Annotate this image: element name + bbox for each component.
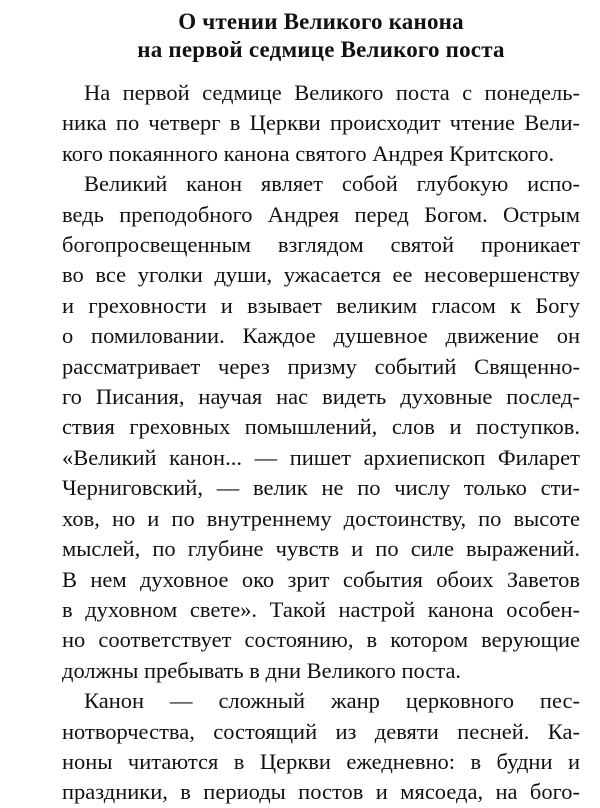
text-line: праздники, в периоды постов и мясоеда, на бого- — [62, 779, 580, 805]
text-line: ведь преподобного Андрея перед Богом. Острым — [62, 201, 580, 227]
paragraph-3 — [62, 686, 580, 808]
text-line: го Писания, научая нас видеть духовные послед- — [62, 384, 580, 410]
chapter-title-line-2: на первой седмице Великого поста — [137, 37, 505, 62]
text-line: рассматривает через призму событий Священно- — [62, 353, 580, 379]
chapter-title — [62, 8, 580, 64]
book-page — [62, 8, 580, 808]
text-line: ника по четверг в Церкви происходит чтение Вели- — [62, 110, 580, 136]
text-line: Черниговский, — велик не по числу только сти- — [62, 475, 580, 501]
text-line: но соответствует состоянию, в котором верующие — [62, 627, 580, 653]
text-line: богопросвещенным взглядом святой проникает — [62, 232, 580, 258]
paragraph-1 — [62, 78, 580, 169]
paragraph-2 — [62, 169, 580, 686]
text-line: хов, но и по внутреннему достоинству, по высоте — [62, 505, 580, 531]
text-line: в духовном свете». Такой настрой канона особен- — [62, 596, 580, 622]
text-line: Канон — сложный жанр церковного пес- — [84, 688, 580, 714]
text-line: должны пребывать в дни Великого поста. — [62, 657, 462, 683]
chapter-title-line-1: О чтении Великого канона — [178, 9, 464, 34]
text-line: и греховности и взывает великим гласом к Богу — [62, 292, 580, 318]
text-line: Великий канон являет собой глубокую испо- — [84, 171, 580, 197]
text-line: мыслей, по глубине чувств и по силе выражений. — [62, 536, 580, 562]
text-line: кого покаянного канона святого Андрея Критского. — [62, 140, 555, 166]
text-line: во все уголки души, ужасается ее несовершенству — [62, 262, 580, 288]
text-line: о помиловании. Каждое душевное движение он — [62, 323, 580, 349]
text-line: ствия греховных помышлений, слов и поступков. — [62, 414, 580, 440]
text-line: В нем духовное око зрит события обоих Заветов — [62, 566, 580, 592]
text-line: На первой седмице Великого поста с понедель- — [84, 80, 580, 105]
text-line: «Великий канон... — пишет архиепископ Филарет — [62, 444, 580, 470]
text-line: ноны читаются в Церкви ежедневно: в будни и — [62, 748, 580, 774]
text-line: нотворчества, состоящий из девяти песней. Ка- — [62, 718, 580, 744]
